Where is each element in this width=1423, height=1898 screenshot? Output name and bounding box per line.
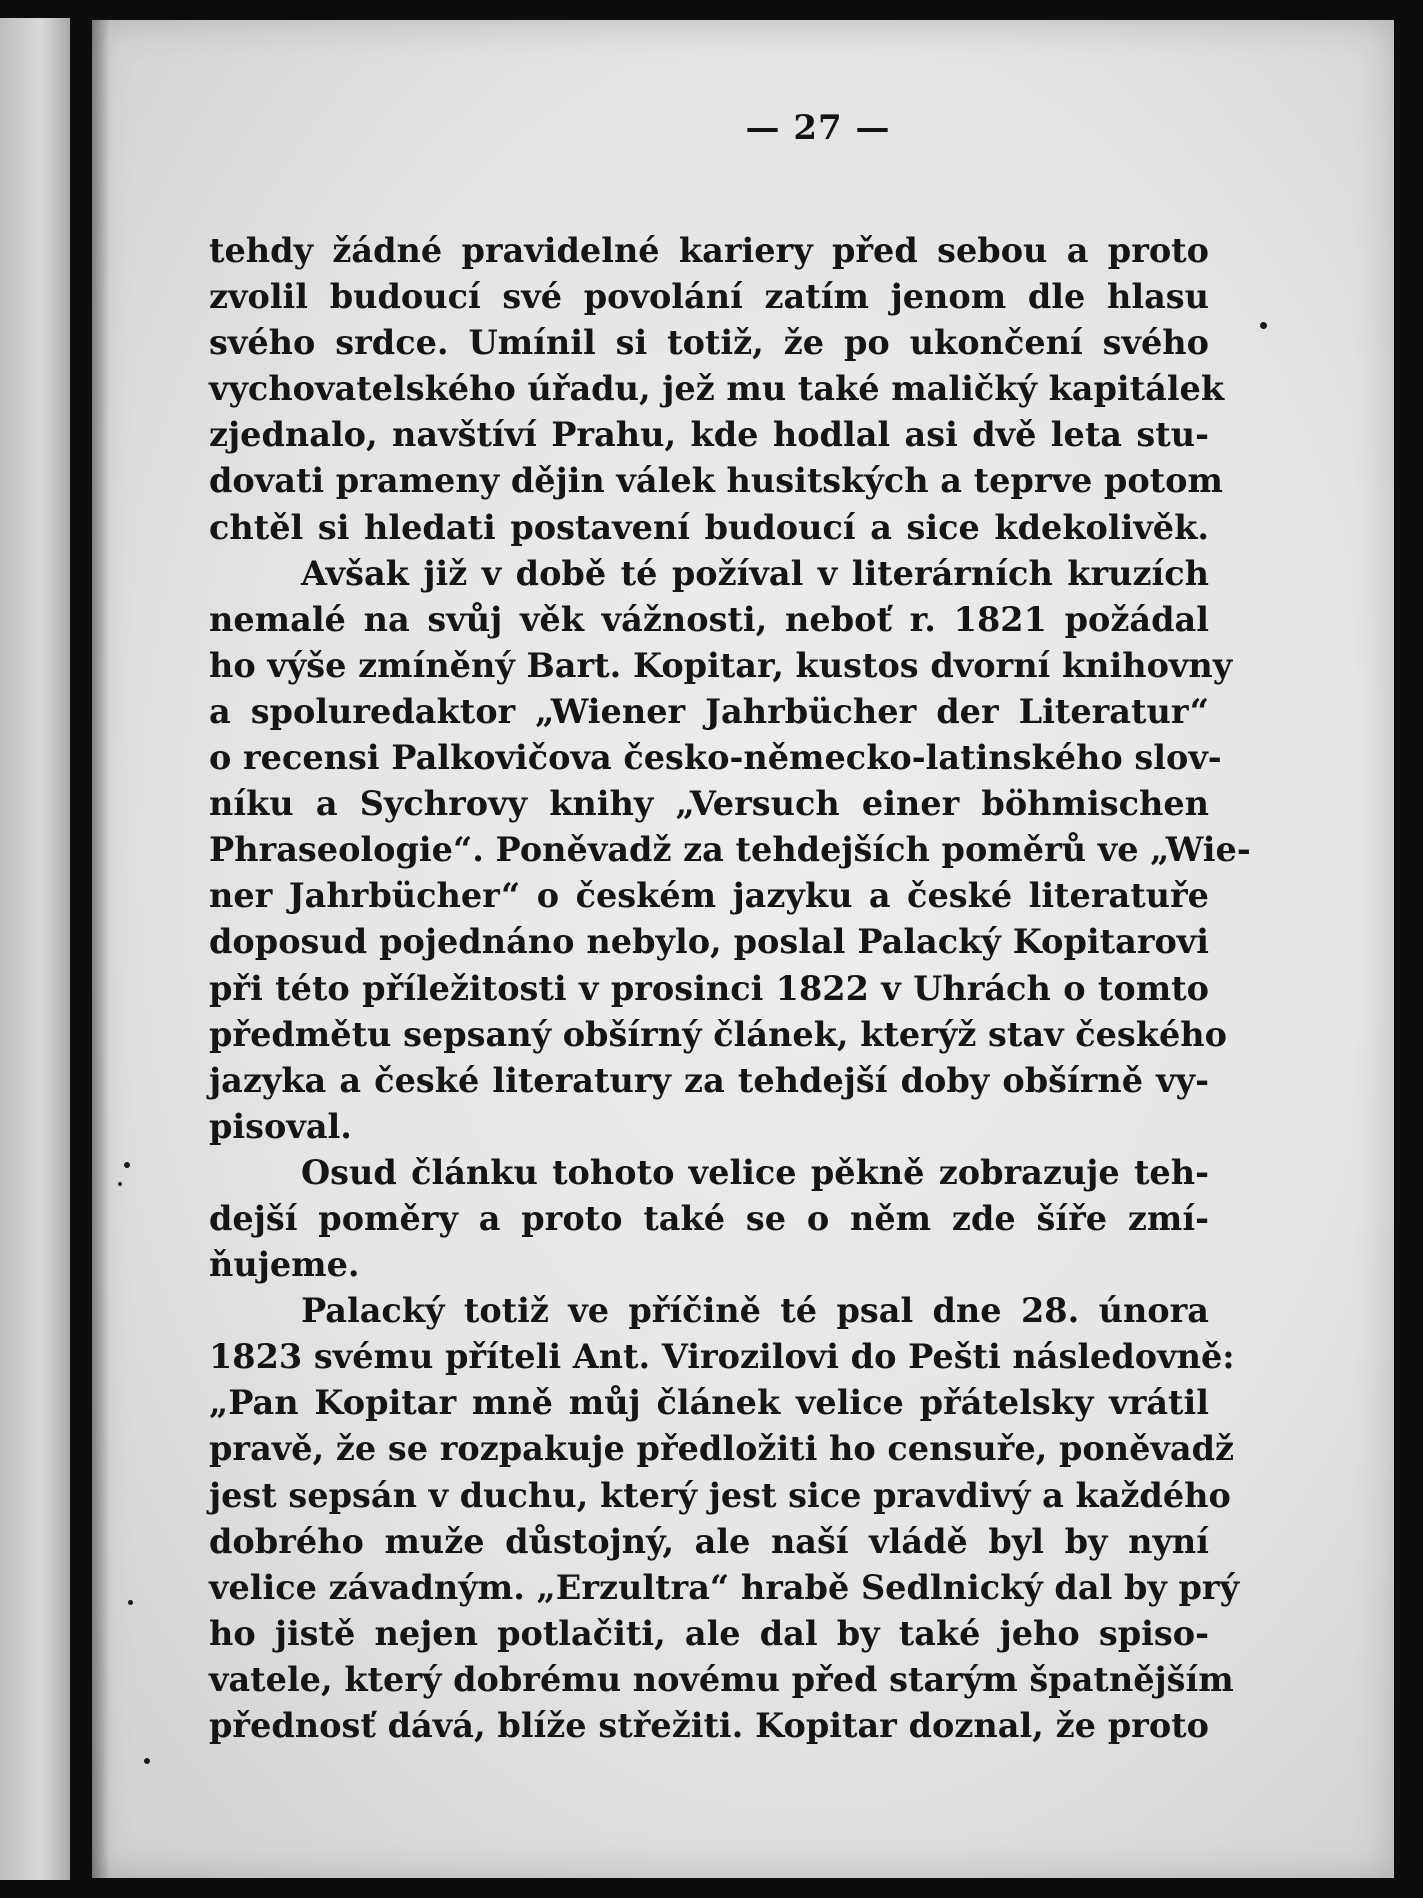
text-line: vatele, který dobrému novému před starým špatnějším [209, 1659, 1234, 1699]
page-number: — 27 — [745, 108, 891, 148]
text-line: svého srdce. Umínil si totiž, že po ukončení svého [209, 323, 1209, 363]
text-line: jazyka a české literatury za tehdejší doby obšírně vy- [209, 1060, 1209, 1100]
text-line: a spoluredaktor „Wiener Jahrbücher der Literatur“ [209, 691, 1209, 731]
text-line: dejší poměry a proto také se o něm zde šíře zmí- [209, 1198, 1209, 1238]
text-line: ňujeme. [209, 1245, 360, 1285]
text-line: zvolil budoucí své povolání zatím jenom dle hlasu [209, 277, 1209, 317]
text-line: Avšak již v době té požíval v literárních kruzích [301, 553, 1209, 593]
text-line: chtěl si hledati postavení budoucí a sice kdekolivěk. [209, 507, 1209, 547]
text-line: ner Jahrbücher“ o českém jazyku a české literatuře [209, 876, 1209, 916]
text-line: Phraseologie“. Poněvadž za tehdejších poměrů ve „Wie- [209, 830, 1251, 870]
ink-speck [144, 1758, 150, 1764]
text-line: ho výše zmíněný Bart. Kopitar, kustos dvorní knihovny [209, 645, 1233, 685]
text-line: vychovatelského úřadu, jež mu také maličký kapitálek [209, 369, 1225, 409]
book-page [92, 20, 1394, 1878]
text-line: tehdy žádné pravidelné kariery před sebou a proto [209, 231, 1209, 270]
text-line: Palacký totiž ve příčině té psal dne 28. února [301, 1291, 1209, 1331]
ink-speck [124, 1162, 130, 1168]
text-line: Osud článku tohoto velice pěkně zobrazuje teh- [301, 1152, 1209, 1192]
text-line: velice závadným. „Erzultra“ hrabě Sedlnický dal by prý [209, 1567, 1240, 1607]
body-text [209, 228, 1251, 1749]
previous-page-edge [0, 18, 70, 1880]
spine-shadow [92, 20, 110, 1878]
text-line: pravě, že se rozpakuje předložiti ho censuře, poněvadž [209, 1429, 1235, 1469]
text-line: 1823 svému příteli Ant. Virozilovi do Pešti následovně: [209, 1337, 1235, 1377]
text-line: nemalé na svůj věk vážnosti, neboť r. 1821 požádal [209, 599, 1209, 639]
text-line: níku a Sychrovy knihy „Versuch einer böhmischen [209, 784, 1209, 824]
text-line: pisoval. [209, 1106, 352, 1146]
text-line: přednosť dává, blíže střežiti. Kopitar doznal, že proto [209, 1706, 1209, 1745]
text-line: při této příležitosti v prosinci 1822 v Uhrách o tomto [209, 968, 1209, 1008]
ink-speck [1260, 322, 1267, 329]
text-line: o recensi Palkovičova česko-německo-latinského slov- [209, 738, 1222, 778]
text-line: dovati prameny dějin válek husitských a teprve potom [209, 461, 1223, 501]
ink-speck [128, 1600, 133, 1605]
text-line: „Pan Kopitar mně můj článek velice přátelsky vrátil [209, 1383, 1209, 1423]
text-line: ho jistě nejen potlačiti, ale dal by také jeho spiso- [209, 1613, 1209, 1653]
ink-speck [118, 1182, 122, 1186]
text-line: zjednalo, navštíví Prahu, kde hodlal asi dvě leta stu- [209, 415, 1209, 455]
text-line: doposud pojednáno nebylo, poslal Palacký Kopitarovi [209, 922, 1209, 962]
text-line: předmětu sepsaný obšírný článek, kterýž stav českého [209, 1014, 1228, 1054]
text-line: jest sepsán v duchu, který jest sice pravdivý a každého [209, 1475, 1231, 1515]
text-line: dobrého muže důstojný, ale naší vládě byl by nyní [209, 1521, 1209, 1561]
